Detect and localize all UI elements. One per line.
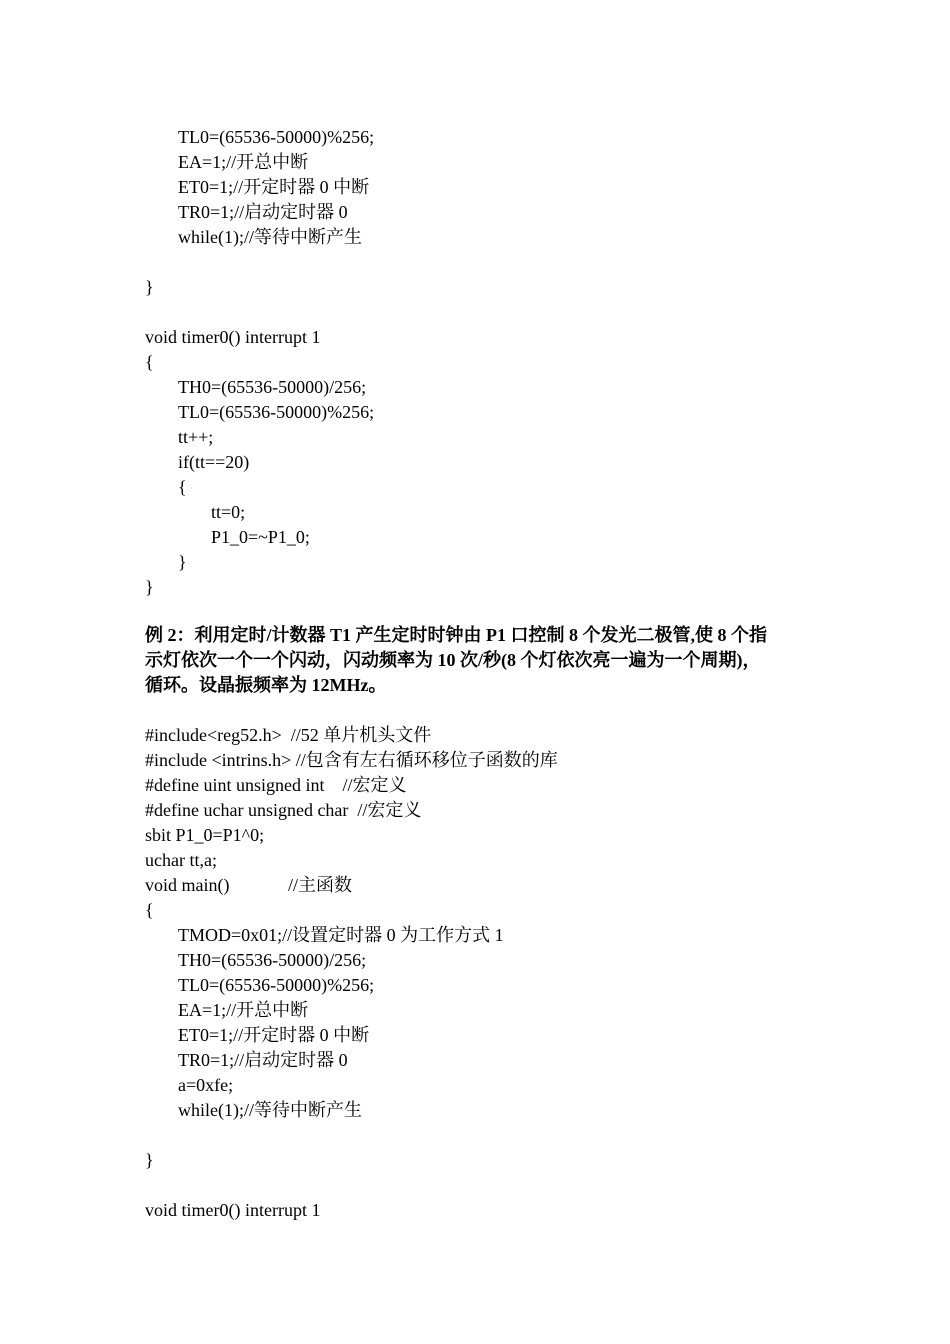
code-line: TH0=(65536-50000)/256; xyxy=(178,950,367,970)
code-line: #define uint unsigned int //宏定义 xyxy=(145,775,407,795)
code-line: P1_0=~P1_0; xyxy=(211,527,310,547)
code-line: } xyxy=(145,277,154,297)
code-line: TL0=(65536-50000)%256; xyxy=(178,127,375,147)
code-line: } xyxy=(178,552,187,572)
code-line: #define uchar unsigned char //宏定义 xyxy=(145,800,422,820)
code-line: TR0=1;//启动定时器 0 xyxy=(178,202,348,222)
code-line: tt++; xyxy=(178,427,214,447)
code-line: } xyxy=(145,1150,154,1170)
code-line: if(tt==20) xyxy=(178,452,250,472)
code-line: { xyxy=(145,900,154,920)
code-line: uchar tt,a; xyxy=(145,850,217,870)
code-line: while(1);//等待中断产生 xyxy=(178,227,362,247)
code-line: tt=0; xyxy=(211,502,246,522)
example-heading-line: 例 2：利用定时/计数器 T1 产生定时时钟由 P1 口控制 8 个发光二极管,使 8 个指 xyxy=(145,625,767,645)
code-line: a=0xfe; xyxy=(178,1075,234,1095)
code-line: { xyxy=(178,477,187,497)
code-line: #include <intrins.h> //包含有左右循环移位子函数的库 xyxy=(145,750,558,770)
code-line: TL0=(65536-50000)%256; xyxy=(178,402,375,422)
code-line: void timer0() interrupt 1 xyxy=(145,1200,321,1220)
code-line: sbit P1_0=P1^0; xyxy=(145,825,265,845)
code-line: while(1);//等待中断产生 xyxy=(178,1100,362,1120)
code-line: } xyxy=(145,577,154,597)
example-heading-line: 示灯依次一个一个闪动，闪动频率为 10 次/秒(8 个灯依次亮一遍为一个周期)， xyxy=(145,650,761,670)
code-line: void timer0() interrupt 1 xyxy=(145,327,321,347)
code-line: #include<reg52.h> //52 单片机头文件 xyxy=(145,725,432,745)
code-line: { xyxy=(145,352,154,372)
example-heading-line: 循环。设晶振频率为 12MHz。 xyxy=(145,675,387,695)
code-line: void main() //主函数 xyxy=(145,875,352,895)
code-line: EA=1;//开总中断 xyxy=(178,152,309,172)
code-line: ET0=1;//开定时器 0 中断 xyxy=(178,177,370,197)
code-line: TMOD=0x01;//设置定时器 0 为工作方式 1 xyxy=(178,925,504,945)
code-line: ET0=1;//开定时器 0 中断 xyxy=(178,1025,370,1045)
code-line: TL0=(65536-50000)%256; xyxy=(178,975,375,995)
code-line: EA=1;//开总中断 xyxy=(178,1000,309,1020)
code-line: TH0=(65536-50000)/256; xyxy=(178,377,367,397)
code-line: TR0=1;//启动定时器 0 xyxy=(178,1050,348,1070)
